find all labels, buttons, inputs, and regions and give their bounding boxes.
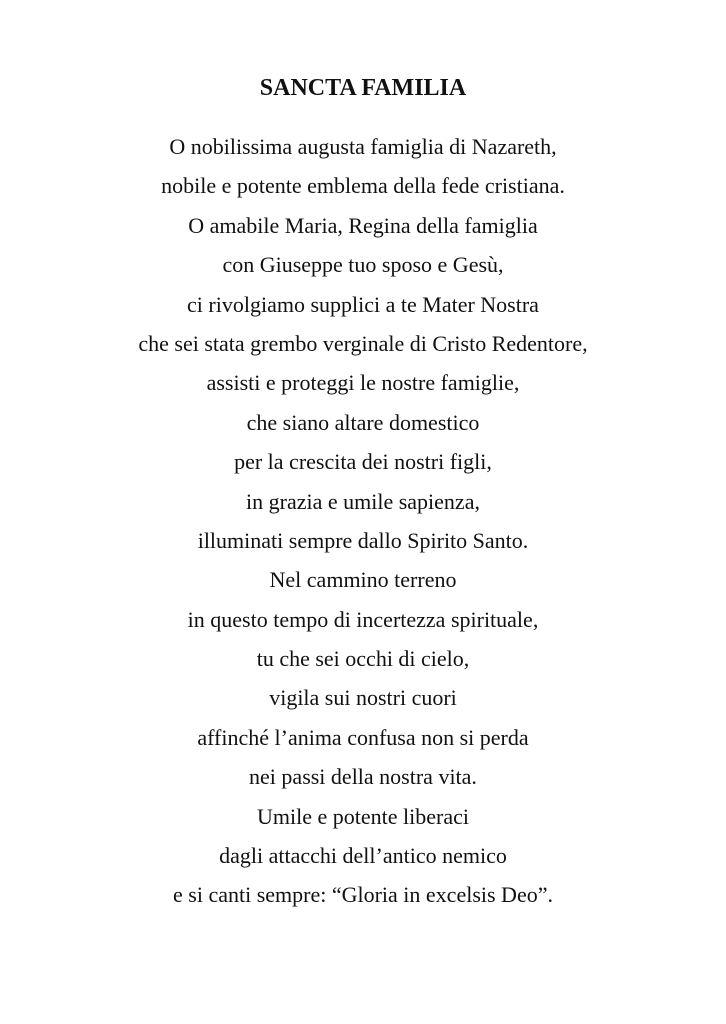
poem-line: O nobilissima augusta famiglia di Nazareth, xyxy=(169,134,557,159)
poem-line: tu che sei occhi di cielo, xyxy=(256,646,470,672)
poem-line: O amabile Maria, Regina della famiglia xyxy=(188,212,538,238)
poem-line: per la crescita dei nostri figli, xyxy=(234,449,492,475)
poem-line: con Giuseppe tuo sposo e Gesù, xyxy=(222,252,504,278)
poem-line: affinché l’anima confusa non si perda xyxy=(197,724,529,750)
poem-line: vigila sui nostri cuori xyxy=(269,685,457,711)
page-title: SANCTA FAMILIA xyxy=(259,75,467,101)
poem-line: in questo tempo di incertezza spirituale, xyxy=(187,606,539,632)
poem-line: dagli attacchi dell’antico nemico xyxy=(219,843,507,869)
poem-line: in grazia e umile sapienza, xyxy=(246,488,480,514)
poem-line: che sei stata grembo verginale di Cristo Redentore, xyxy=(138,330,588,356)
poem-line: Umile e potente liberaci xyxy=(257,803,469,829)
poem-line: che siano altare domestico xyxy=(246,409,480,435)
poem-line: ci rivolgiamo supplici a te Mater Nostra xyxy=(187,291,539,317)
poem-line: illuminati sempre dallo Spirito Santo. xyxy=(197,527,529,553)
poem-line: e si canti sempre: “Gloria in excelsis Deo”. xyxy=(173,882,553,908)
poem-line: nei passi della nostra vita. xyxy=(249,764,477,790)
poem-line: assisti e proteggi le nostre famiglie, xyxy=(206,370,520,396)
poem-body xyxy=(0,127,726,915)
poem-line: Nel cammino terreno xyxy=(269,567,457,593)
poem-line: nobile e potente emblema della fede cristiana. xyxy=(161,173,565,199)
